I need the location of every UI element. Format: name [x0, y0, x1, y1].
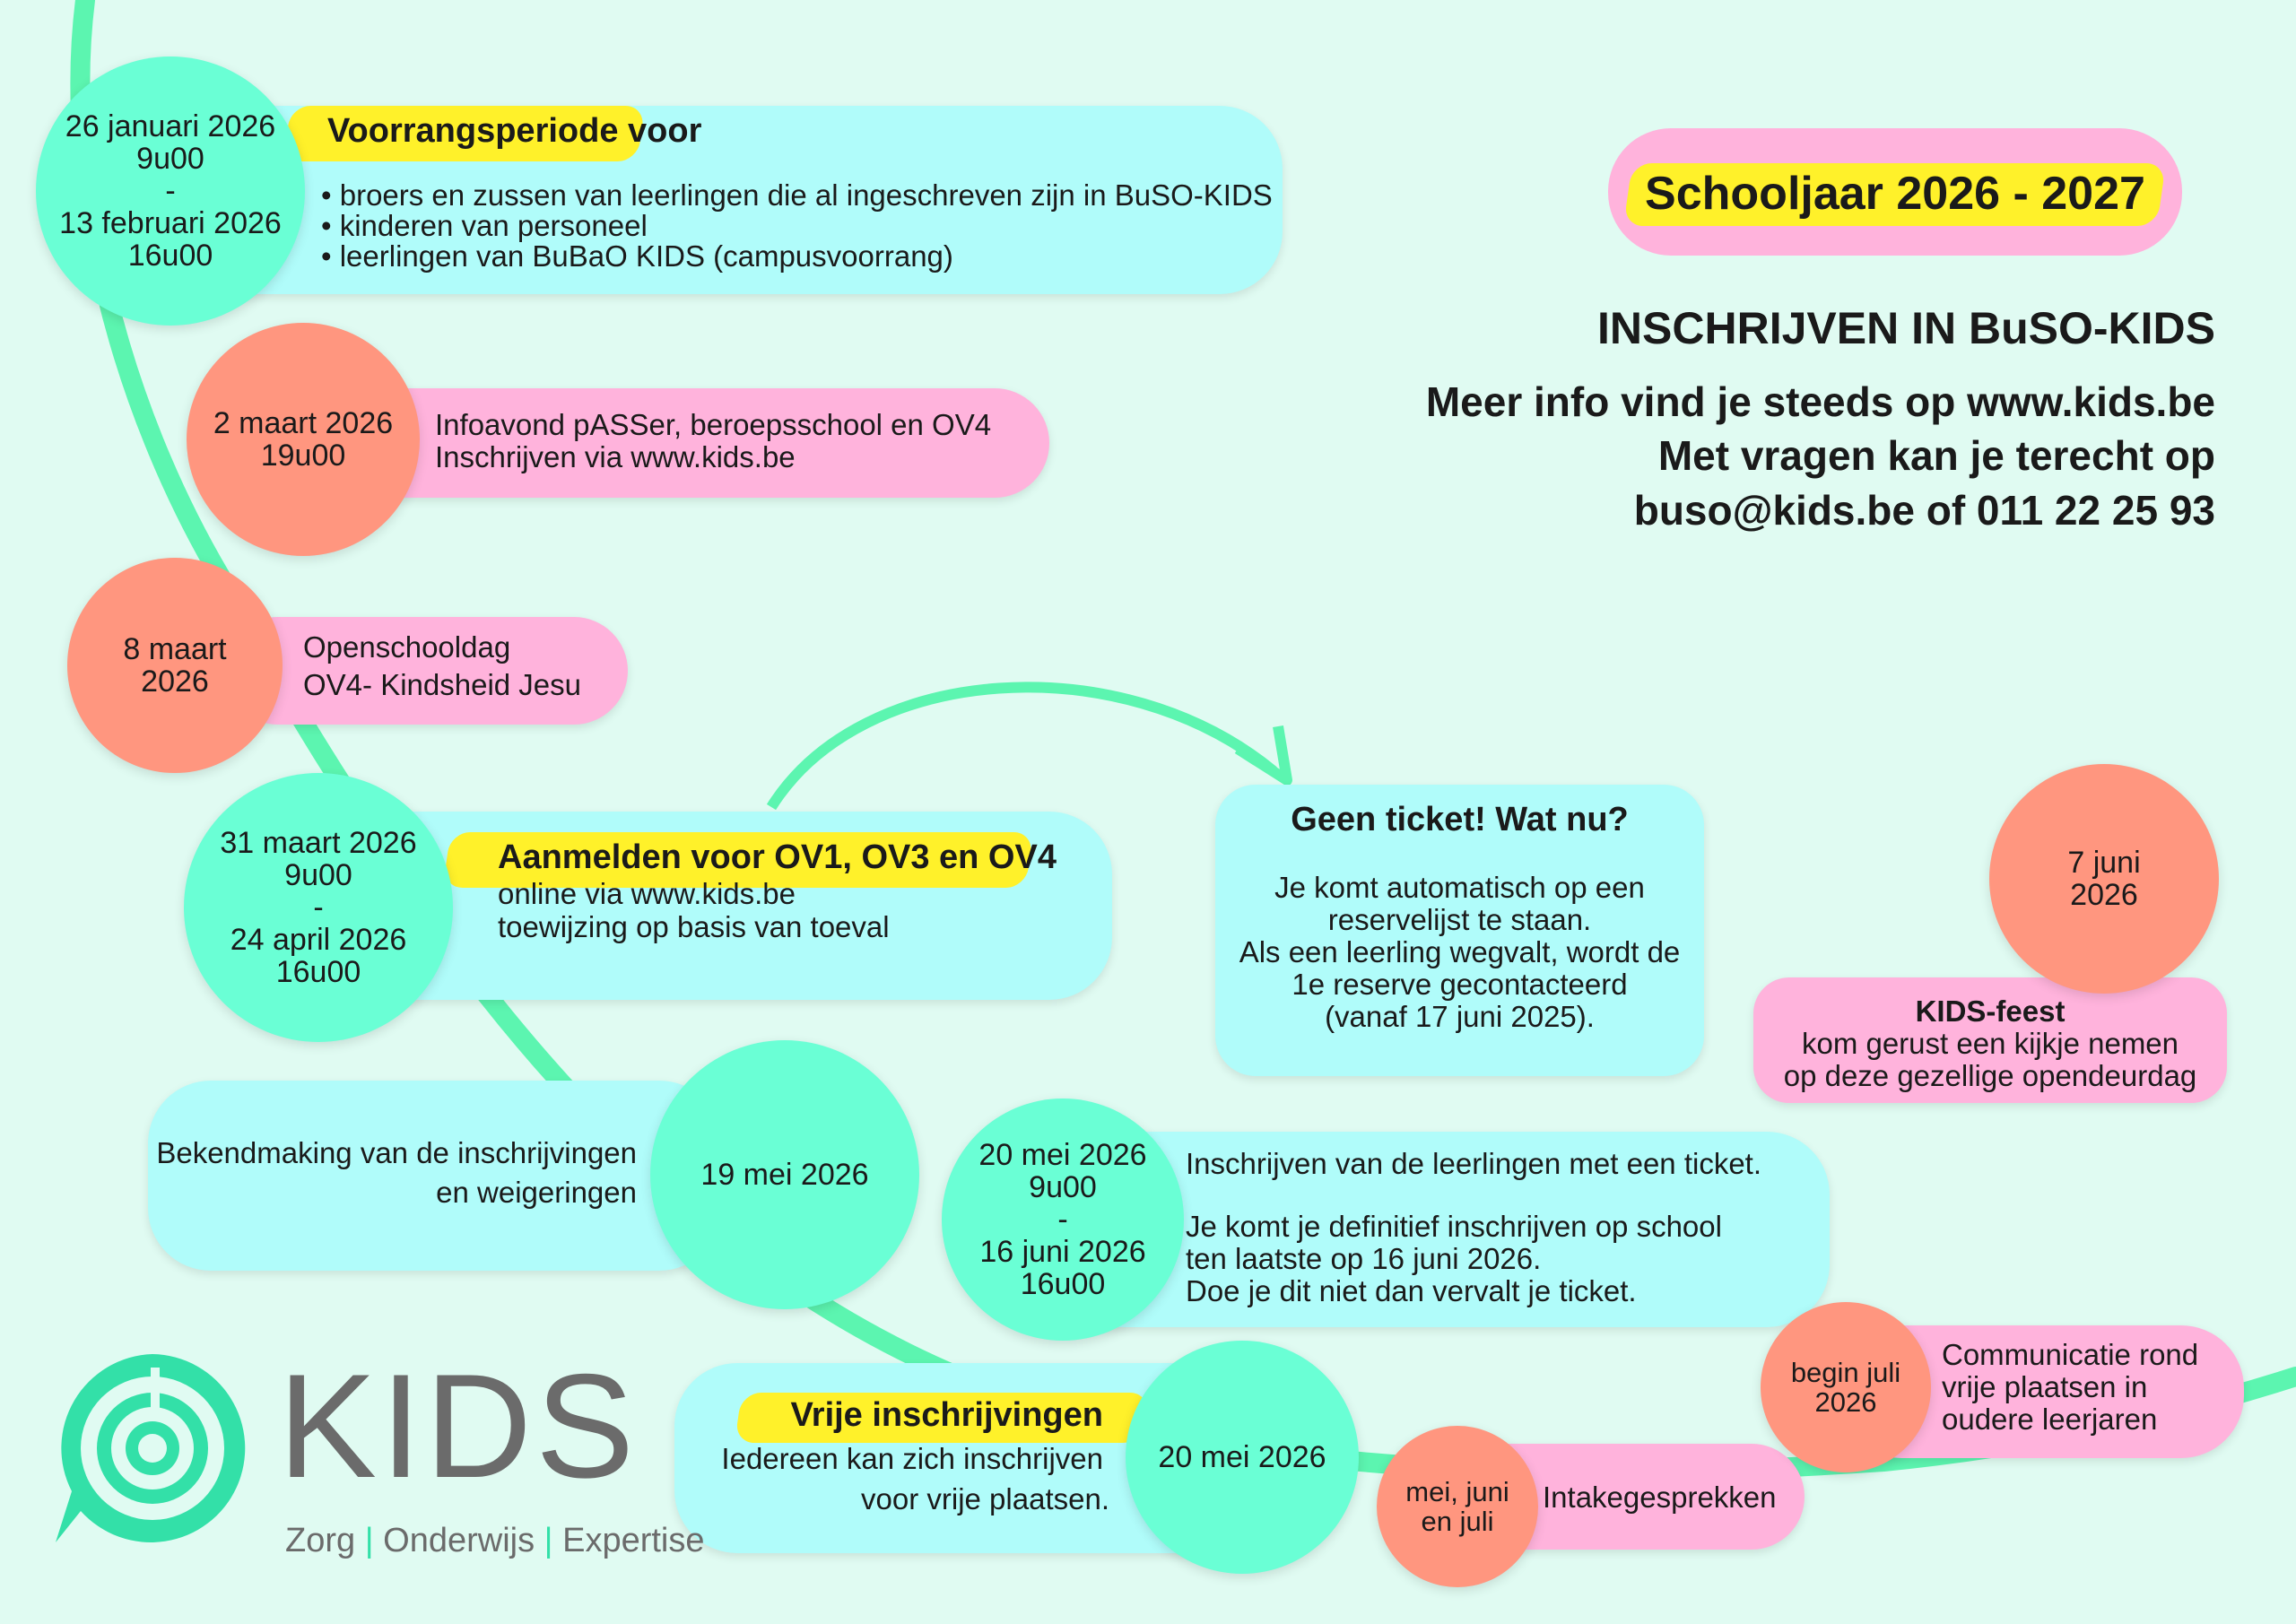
intake-label: Intakegesprekken [1543, 1481, 1777, 1514]
voorrang-time2: 16u00 [127, 239, 213, 273]
vrij-line2: voor vrije plaatsen. [861, 1482, 1109, 1515]
kids-logo-icon [45, 1341, 260, 1556]
infoavond-date-circle [187, 323, 420, 556]
feest-date2: 2026 [2070, 878, 2138, 912]
communicatie-line1: Communicatie rond [1942, 1338, 2199, 1371]
infoavond-line1: Infoavond pASSer, beroepsschool en OV4 [435, 408, 992, 441]
feest-heading: KIDS-feest [1915, 994, 2066, 1028]
voorrang-item-1: • broers en zussen van leerlingen die al ingeschreven zijn in BuSO-KIDS [321, 178, 1273, 212]
communicatie-date-circle [1761, 1302, 1931, 1472]
aanmelden-date-circle [184, 773, 453, 1042]
geen-ticket-line2: reservelijst te staan. [1327, 903, 1592, 936]
geen-ticket-line5: (vanaf 17 juni 2025). [1325, 1000, 1595, 1033]
ticket-date-circle [942, 1099, 1184, 1341]
voorrang-sep: - [165, 174, 176, 208]
openschooldag-line2: OV4- Kindsheid Jesu [303, 668, 582, 701]
voorrang-item-2: • kinderen van personeel [321, 209, 648, 242]
voorrang-date2: 13 februari 2026 [59, 206, 282, 240]
feest-date-circle [1989, 764, 2219, 994]
communicatie-date1: begin juli [1790, 1357, 1901, 1388]
ticket-line4: Doe je dit niet dan vervalt je ticket. [1186, 1274, 1637, 1307]
feest-line1: kom gerust een kijkje nemen [1801, 1027, 2179, 1060]
infoavond-line2: Inschrijven via www.kids.be [435, 440, 796, 473]
aanmelden-date1: 31 maart 2026 [220, 826, 417, 860]
ticket-time2: 16u00 [1020, 1267, 1106, 1301]
info-line-3: buso@kids.be of 011 22 25 93 [1633, 487, 2215, 534]
voorrang-item-3: • leerlingen van BuBaO KIDS (campusvoorrang) [321, 239, 953, 273]
bekendmaking-line2: en weigeringen [436, 1176, 637, 1209]
logo-tagline [285, 1522, 705, 1559]
vrij-heading: Vrije inschrijvingen [790, 1396, 1103, 1434]
intake-date2: en juli [1421, 1506, 1494, 1537]
feest-date1: 7 juni [2067, 846, 2141, 880]
feest-line2: op deze gezellige opendeurdag [1783, 1059, 2197, 1092]
openschooldag-date1: 8 maart [123, 632, 227, 666]
bekendmaking-line1: Bekendmaking van de inschrijvingen [156, 1136, 637, 1169]
infoavond-date: 2 maart 2026 [213, 406, 394, 440]
infoavond-time: 19u00 [260, 439, 346, 473]
ticket-line3: ten laatste op 16 juni 2026. [1186, 1242, 1542, 1275]
logo-name: KIDS [278, 1343, 639, 1508]
aanmelden-sep: - [313, 890, 324, 925]
ticket-line2: Je komt je definitief inschrijven op school [1186, 1210, 1722, 1243]
tagline-zorg: Zorg [285, 1522, 356, 1559]
aanmelden-line2: toewijzing op basis van toeval [498, 910, 890, 943]
communicatie-date2: 2026 [1814, 1386, 1877, 1418]
year-badge-label: Schooljaar 2026 - 2027 [1645, 168, 2145, 220]
communicatie-line3: oudere leerjaren [1942, 1403, 2158, 1436]
vrij-date-circle [1126, 1341, 1359, 1574]
openschooldag-date2: 2026 [141, 664, 209, 699]
openschooldag-line1: Openschooldag [303, 630, 511, 664]
bekendmaking-date: 19 mei 2026 [700, 1158, 869, 1192]
geen-ticket-line3: Als een leerling wegvalt, wordt de [1239, 935, 1681, 968]
vrij-line1: Iedereen kan zich inschrijven [721, 1442, 1103, 1475]
communicatie-line2: vrije plaatsen in [1942, 1370, 2148, 1403]
aanmelden-time1: 9u00 [284, 858, 352, 892]
tagline-sep-1: | [355, 1522, 384, 1559]
ticket-date1: 20 mei 2026 [978, 1138, 1147, 1172]
geen-ticket-line4: 1e reserve gecontacteerd [1292, 968, 1628, 1001]
intake-date-circle [1377, 1426, 1538, 1587]
arrow-head-icon [1238, 726, 1287, 780]
aanmelden-time2: 16u00 [275, 955, 361, 989]
bekendmaking-date-circle [650, 1040, 919, 1309]
page-title: INSCHRIJVEN IN BuSO-KIDS [1597, 303, 2215, 353]
tagline-sep-2: | [535, 1522, 563, 1559]
ticket-sep: - [1057, 1203, 1068, 1237]
info-line-2: Met vragen kan je terecht op [1657, 432, 2215, 479]
ticket-line1: Inschrijven van de leerlingen met een ticket. [1186, 1147, 1762, 1180]
aanmelden-line1: online via www.kids.be [498, 877, 796, 910]
tagline-onderwijs: Onderwijs [383, 1522, 535, 1559]
arrow-curve [771, 687, 1274, 807]
tagline-expertise: Expertise [562, 1522, 705, 1559]
voorrang-date1: 26 januari 2026 [65, 109, 276, 143]
ticket-date2: 16 juni 2026 [979, 1235, 1146, 1269]
aanmelden-heading: Aanmelden voor OV1, OV3 en OV4 [498, 838, 1057, 876]
ticket-time1: 9u00 [1029, 1170, 1097, 1204]
voorrang-time1: 9u00 [136, 142, 204, 176]
voorrang-heading: Voorrangsperiode voor [327, 112, 702, 150]
openschooldag-date-circle [67, 558, 283, 773]
voorrang-date-circle [36, 56, 305, 326]
aanmelden-date2: 24 april 2026 [230, 923, 407, 957]
vrij-date: 20 mei 2026 [1158, 1440, 1326, 1474]
geen-ticket-line1: Je komt automatisch op een [1274, 871, 1645, 904]
intake-date1: mei, juni [1405, 1476, 1509, 1507]
info-line-1: Meer info vind je steeds op www.kids.be [1425, 378, 2215, 425]
geen-ticket-heading: Geen ticket! Wat nu? [1291, 801, 1629, 838]
